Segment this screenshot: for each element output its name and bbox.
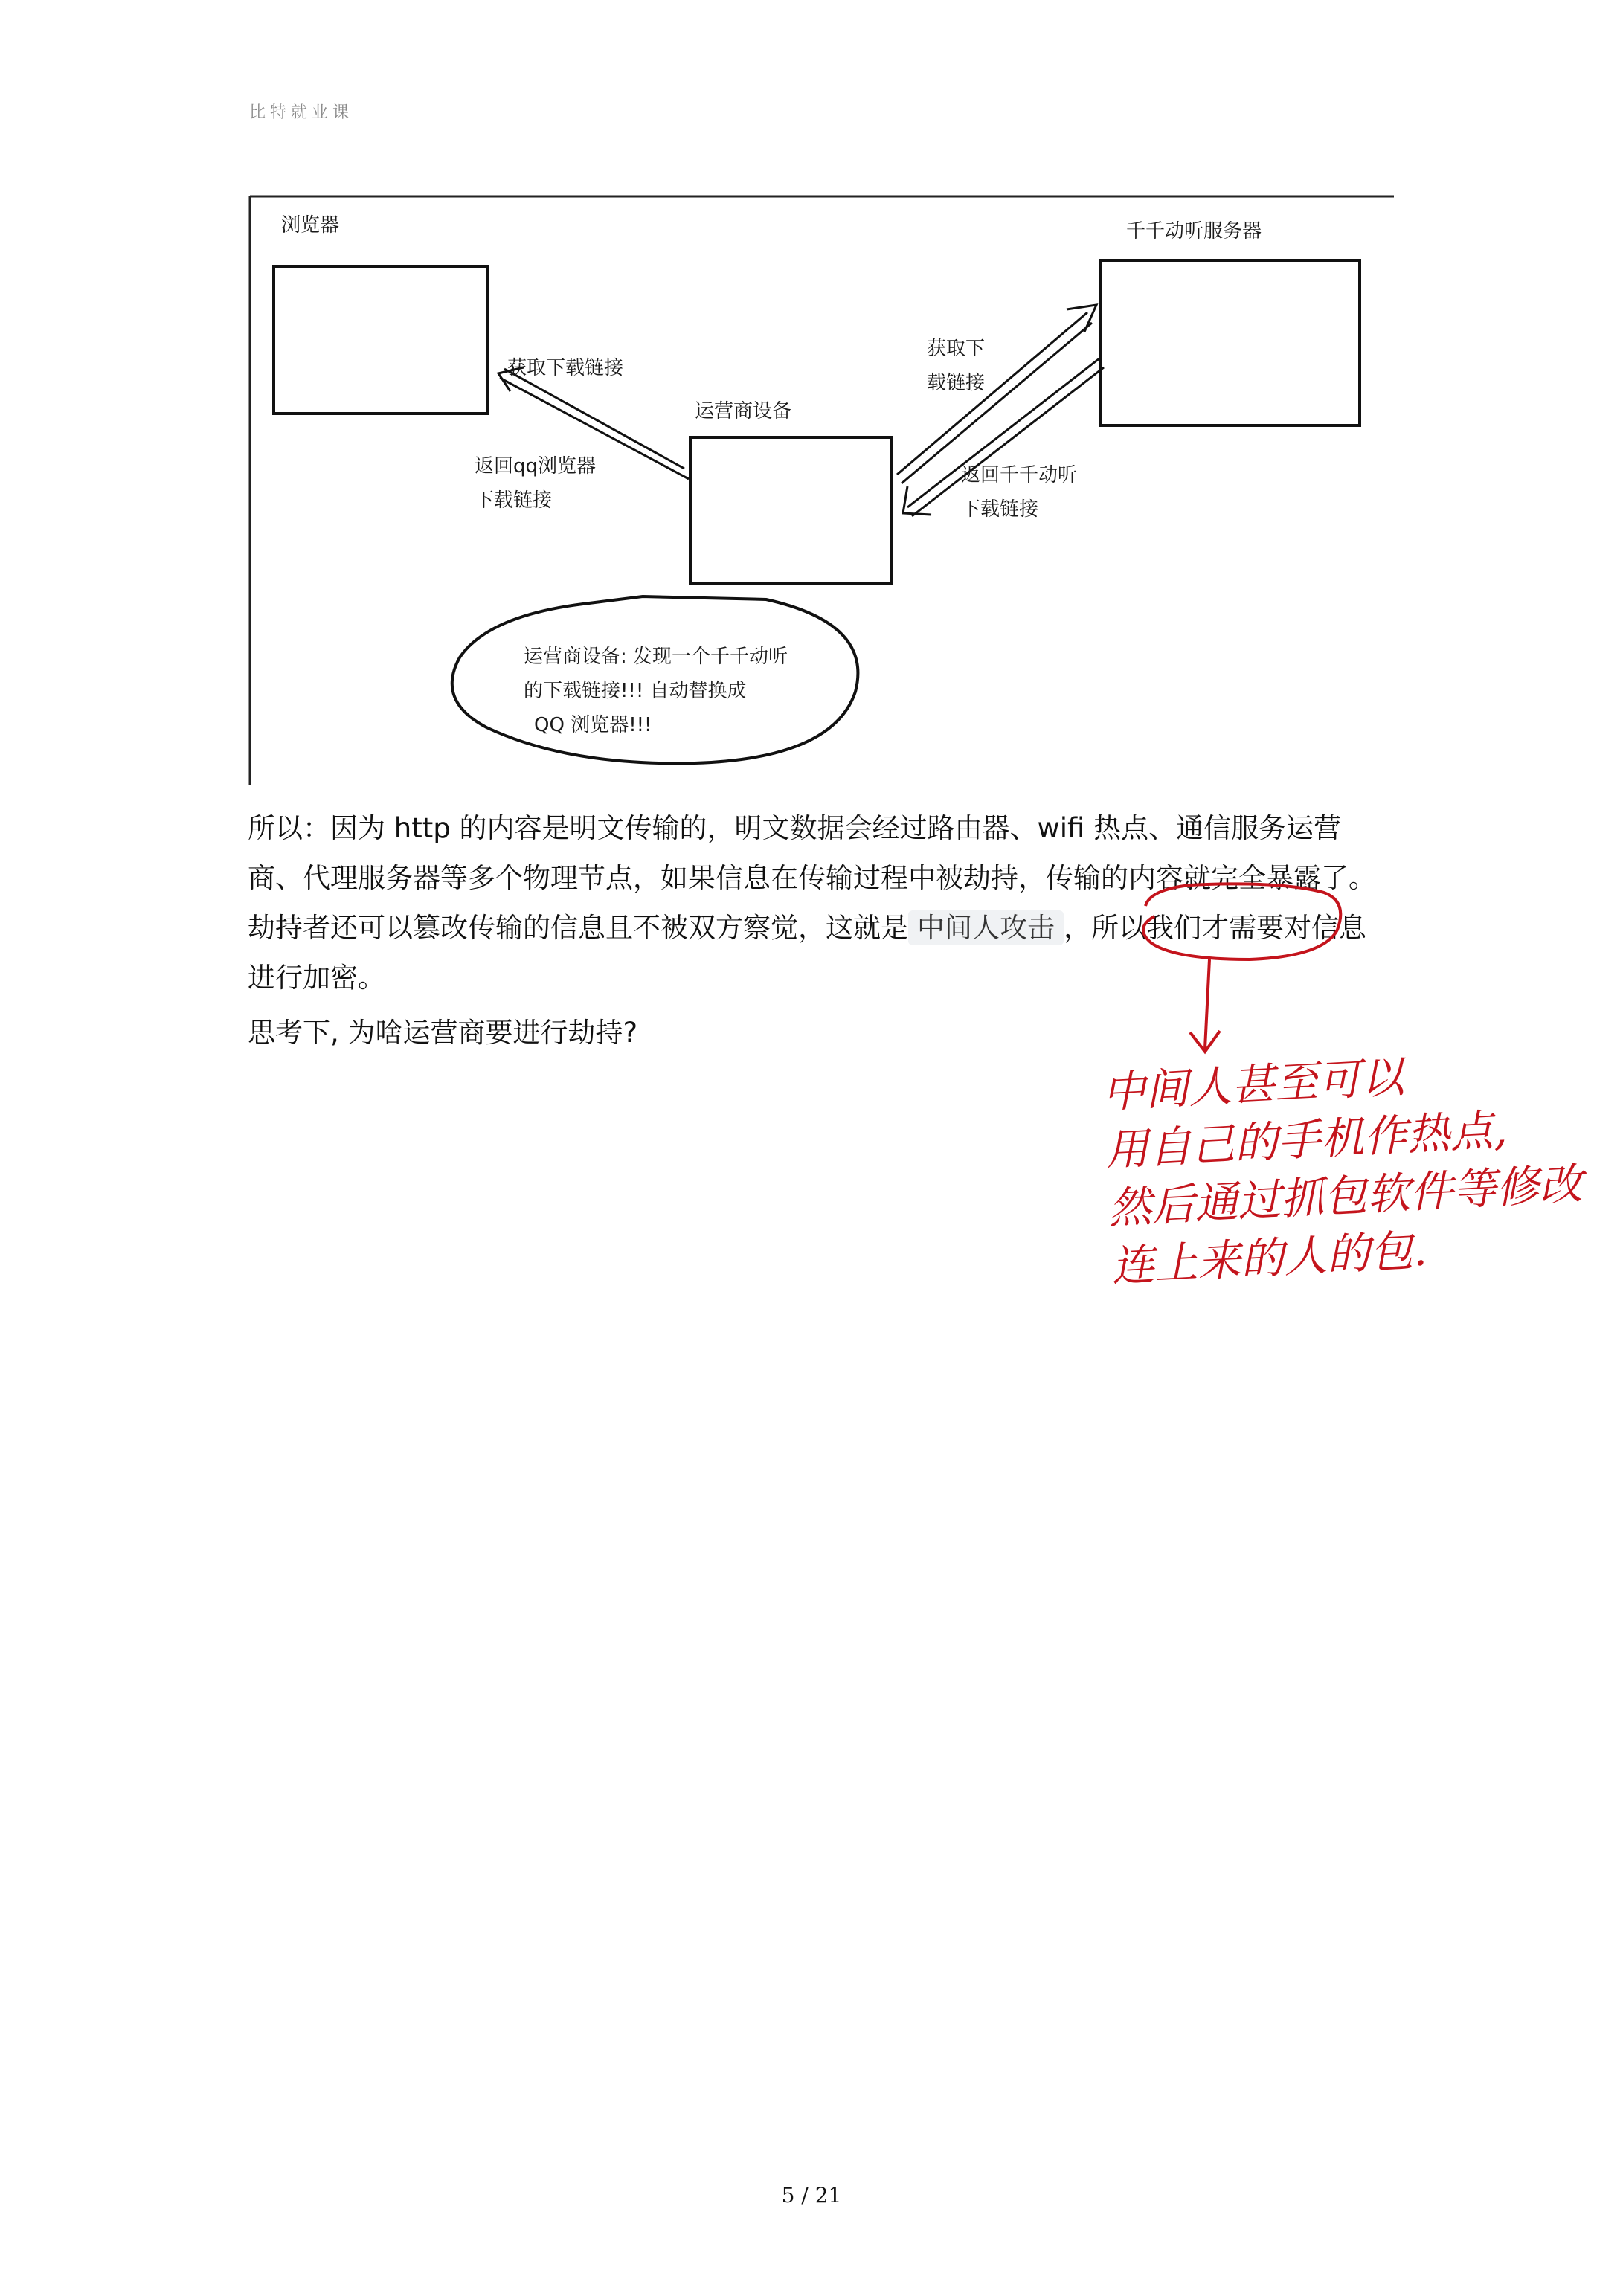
handwritten-annotation — [1101, 1039, 1588, 1296]
arrow-get-link2-label-line1: 获取下 — [927, 338, 986, 360]
page-header: 比特就业课 — [249, 103, 354, 122]
paragraph-text-part1: 所以：因为 http 的内容是明文传输的，明文数据会经过路由器、wifi 热点、通信服务运营商、代理服务器等多个物理节点，如果信息在传输过程中被劫持，传输的内容就完全暴露了。劫持者还可以篡改传输的信息且不被双方察觉，这就是 — [248, 812, 1376, 944]
page-number: 5 / 21 — [781, 2183, 842, 2207]
annotation-line-2: 用自己的手机作热点, — [1104, 1104, 1508, 1176]
mitm-highlight: 中间人攻击 — [908, 910, 1064, 945]
browser-box — [274, 266, 488, 414]
annotation-line-1: 中间人甚至可以 — [1101, 1051, 1406, 1118]
browser-label: 浏览器 — [281, 214, 340, 237]
bubble-text-line3: QQ 浏览器!!! — [534, 714, 652, 736]
diagram-drawing — [248, 192, 1394, 787]
arrow-return-qianqian-label-line1: 返回千千动听 — [961, 464, 1078, 486]
body-paragraph — [248, 803, 1393, 1003]
isp-device-label: 运营商设备 — [695, 400, 792, 422]
bubble-text-line1: 运营商设备: 发现一个千千动听 — [524, 646, 788, 668]
handwritten-arrow-head — [1190, 1031, 1220, 1052]
arrow-get-link-label: 获取下载链接 — [507, 357, 624, 379]
arrow-return-qq-label-line1: 返回qq浏览器 — [475, 455, 597, 477]
server-label: 千千动听服务器 — [1126, 220, 1262, 242]
paragraph-text-part2: ，所以我们才需要对信息进行加密。 — [248, 912, 1366, 994]
server-box — [1101, 260, 1360, 425]
thinking-question: 思考下, 为啥运营商要进行劫持? — [248, 1017, 638, 1049]
http-hijack-diagram — [248, 192, 1394, 787]
arrow-get-link2-label-line2: 载链接 — [927, 372, 986, 394]
arrow-return-qq-label-line2: 下载链接 — [475, 489, 553, 512]
isp-device-box — [690, 437, 891, 583]
arrow-return-qianqian-label-line2: 下载链接 — [961, 498, 1039, 521]
annotation-line-3: 然后通过抓包软件等修改 — [1107, 1158, 1584, 1234]
annotation-line-4: 连上来的人的包. — [1110, 1224, 1428, 1292]
bubble-text-line2: 的下载链接!!! 自动替换成 — [524, 680, 747, 702]
